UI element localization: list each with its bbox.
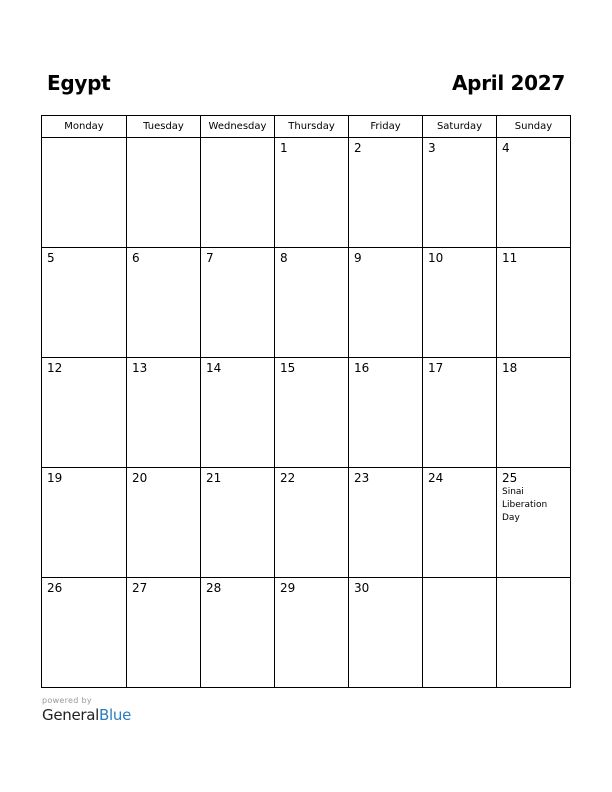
day-number: 28 bbox=[206, 581, 222, 595]
day-number: 2 bbox=[354, 141, 362, 155]
day-cell bbox=[127, 358, 201, 468]
day-cell bbox=[42, 358, 127, 468]
weekday-friday: Friday bbox=[349, 116, 423, 138]
day-cell bbox=[42, 138, 127, 248]
day-number: 21 bbox=[206, 471, 222, 485]
holiday-label: Sinai Liberation Day bbox=[502, 487, 548, 523]
day-cell bbox=[423, 248, 497, 358]
day-cell bbox=[275, 138, 349, 248]
day-number: 8 bbox=[280, 251, 288, 265]
day-number: 14 bbox=[206, 361, 222, 375]
weekday-monday: Monday bbox=[42, 116, 127, 138]
day-cell bbox=[201, 358, 275, 468]
week-row bbox=[42, 248, 571, 358]
day-number: 5 bbox=[47, 251, 55, 265]
day-number: 11 bbox=[502, 251, 518, 265]
day-number: 23 bbox=[354, 471, 370, 485]
day-cell bbox=[497, 578, 571, 688]
day-cell bbox=[497, 358, 571, 468]
day-number: 15 bbox=[280, 361, 296, 375]
weekday-thursday: Thursday bbox=[275, 116, 349, 138]
day-cell bbox=[423, 468, 497, 578]
weekday-header-row bbox=[42, 116, 571, 138]
day-cell bbox=[497, 138, 571, 248]
weekday-sunday: Sunday bbox=[497, 116, 571, 138]
day-cell bbox=[423, 358, 497, 468]
weekday-saturday: Saturday bbox=[423, 116, 497, 138]
day-number: 6 bbox=[132, 251, 140, 265]
day-number: 22 bbox=[280, 471, 296, 485]
day-number bbox=[497, 578, 570, 582]
powered-by-text: powered by bbox=[42, 696, 92, 705]
day-number: 18 bbox=[502, 361, 518, 375]
day-cell bbox=[349, 138, 423, 248]
day-number: 17 bbox=[428, 361, 444, 375]
month-title: April 2027 bbox=[452, 71, 565, 95]
day-number: 3 bbox=[428, 141, 436, 155]
day-cell bbox=[349, 468, 423, 578]
day-cell bbox=[127, 468, 201, 578]
day-number: 26 bbox=[47, 581, 63, 595]
day-number bbox=[423, 578, 496, 582]
weekday-wednesday: Wednesday bbox=[201, 116, 275, 138]
day-number: 19 bbox=[47, 471, 63, 485]
day-number: 29 bbox=[280, 581, 296, 595]
day-cell bbox=[42, 468, 127, 578]
day-cell bbox=[275, 578, 349, 688]
day-cell bbox=[42, 248, 127, 358]
day-cell bbox=[275, 468, 349, 578]
weekday-tuesday: Tuesday bbox=[127, 116, 201, 138]
week-row bbox=[42, 468, 571, 578]
day-number: 24 bbox=[428, 471, 444, 485]
day-cell bbox=[127, 248, 201, 358]
week-row bbox=[42, 138, 571, 248]
day-number: 13 bbox=[132, 361, 148, 375]
day-cell bbox=[497, 468, 571, 578]
day-number: 7 bbox=[206, 251, 214, 265]
day-number: 20 bbox=[132, 471, 148, 485]
calendar-grid bbox=[41, 115, 571, 688]
day-cell bbox=[275, 358, 349, 468]
footer bbox=[42, 696, 131, 724]
day-cell bbox=[349, 248, 423, 358]
day-cell bbox=[423, 578, 497, 688]
day-cell bbox=[275, 248, 349, 358]
day-number bbox=[127, 138, 200, 142]
brand-logo[interactable] bbox=[42, 706, 131, 724]
day-cell bbox=[201, 248, 275, 358]
day-number bbox=[42, 138, 126, 142]
day-number: 16 bbox=[354, 361, 370, 375]
day-number: 27 bbox=[132, 581, 148, 595]
day-number: 1 bbox=[280, 141, 288, 155]
brand-blue: Blue bbox=[99, 706, 132, 724]
day-number: 9 bbox=[354, 251, 362, 265]
day-number: 10 bbox=[428, 251, 444, 265]
week-row bbox=[42, 578, 571, 688]
day-cell bbox=[127, 138, 201, 248]
week-row bbox=[42, 358, 571, 468]
brand-general: General bbox=[42, 706, 100, 724]
day-number: 12 bbox=[47, 361, 63, 375]
day-cell bbox=[497, 248, 571, 358]
day-number: 30 bbox=[354, 581, 370, 595]
day-cell bbox=[42, 578, 127, 688]
day-cell bbox=[201, 578, 275, 688]
day-cell bbox=[349, 358, 423, 468]
day-cell bbox=[127, 578, 201, 688]
day-number bbox=[201, 138, 274, 142]
day-cell bbox=[349, 578, 423, 688]
day-cell bbox=[201, 468, 275, 578]
day-number: 25 bbox=[502, 471, 518, 485]
day-cell bbox=[423, 138, 497, 248]
day-cell bbox=[201, 138, 275, 248]
country-title: Egypt bbox=[47, 71, 111, 95]
day-number: 4 bbox=[502, 141, 510, 155]
